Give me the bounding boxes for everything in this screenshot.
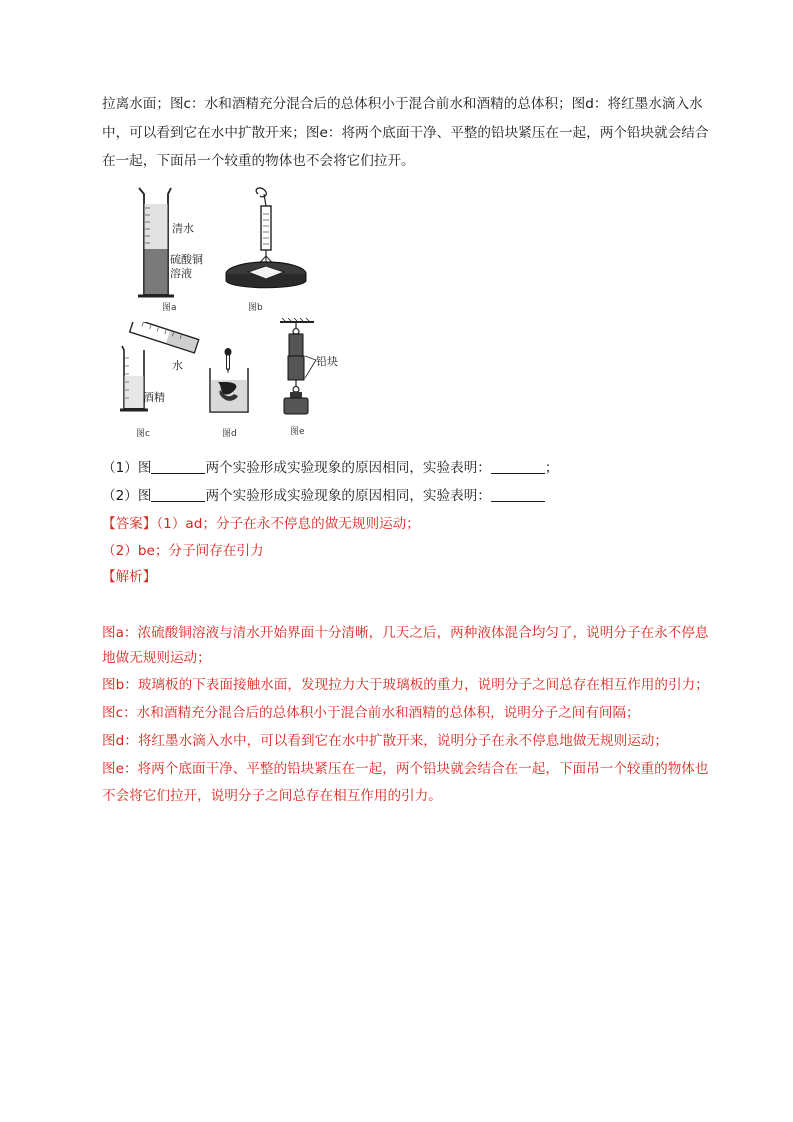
analysis-e-line-2: 不会将它们拉开，说明分子之间总存在相互作用的引力。 [102, 788, 442, 804]
figure-d [200, 322, 260, 442]
intro-line-2: 中，可以看到它在水中扩散开来；图e：将两个底面干净、平整的铅块紧压在一起，两个铅块就会结合 [102, 125, 709, 141]
question-2-blank-figures[interactable] [151, 488, 205, 502]
analysis-a-line-1: 图a：浓硫酸铜溶液与清水开始界面十分清晰，几天之后，两种液体混合均匀了，说明分子在永不停息 [102, 625, 709, 641]
figure-a [128, 182, 203, 314]
analysis-e-line-1: 图e：将两个底面干净、平整的铅块紧压在一起，两个铅块就会结合在一起，下面吊一个较重的物体也 [102, 761, 709, 777]
figure-b-caption: 图b [248, 303, 263, 313]
analysis-c: 图c：水和酒精充分混合后的总体积小于混合前水和酒精的总体积，说明分子之间有间隔； [102, 705, 640, 721]
question-2-prefix: （2）图 [102, 488, 152, 504]
question-1-end: ； [544, 460, 559, 476]
question-1-prefix: （1）图 [102, 460, 152, 476]
question-1-blank-figures[interactable] [151, 460, 205, 474]
figure-e-lead-label: 铅块 [316, 355, 338, 368]
question-1-text: 两个实验形成实验现象的原因相同，实验表明： [205, 460, 491, 476]
answer-tag: 【答案】 [102, 516, 157, 532]
figure-b [222, 186, 310, 314]
figure-c-water-label: 水 [172, 359, 183, 372]
figure-e-caption: 图e [290, 427, 305, 437]
question-1 [102, 459, 559, 477]
analysis-tag: 【解析】 [102, 569, 157, 585]
intro-line-1: 拉离水面；图c：水和酒精充分混合后的总体积小于混合前水和酒精的总体积；图d：将红墨水滴入水 [102, 96, 703, 112]
answer-1: （1）ad；分子在永不停息的做无规则运动； [156, 516, 420, 532]
analysis-b: 图b：玻璃板的下表面接触水面，发现拉力大于玻璃板的重力，说明分子之间总存在相互作用的引力； [102, 677, 709, 693]
figure-a-solution-label-1: 硫酸铜 [170, 253, 203, 266]
question-1-blank-conclusion[interactable] [491, 460, 545, 474]
analysis-d: 图d：将红墨水滴入水中，可以看到它在水中扩散开来，说明分子在永不停息地做无规则运动； [102, 733, 668, 749]
analysis-a-line-2: 地做无规则运动； [102, 650, 211, 666]
question-2-blank-conclusion[interactable] [491, 488, 545, 502]
figure-a-water-label: 清水 [172, 222, 194, 235]
answer-line-1 [102, 515, 420, 533]
question-2 [102, 487, 545, 505]
figure-c [108, 322, 208, 442]
figure-a-solution-label-2: 溶液 [170, 267, 192, 280]
intro-line-3: 在一起，下面吊一个较重的物体也不会将它们拉开。 [102, 153, 415, 169]
figure-a-caption: 图a [162, 303, 177, 313]
figure-d-caption: 图d [222, 429, 237, 439]
question-2-text: 两个实验形成实验现象的原因相同，实验表明： [205, 488, 491, 504]
figure-c-alcohol-label: 酒精 [143, 391, 165, 404]
answer-2: （2）be；分子间存在引力 [102, 543, 264, 559]
figure-c-caption: 图c [136, 429, 150, 439]
